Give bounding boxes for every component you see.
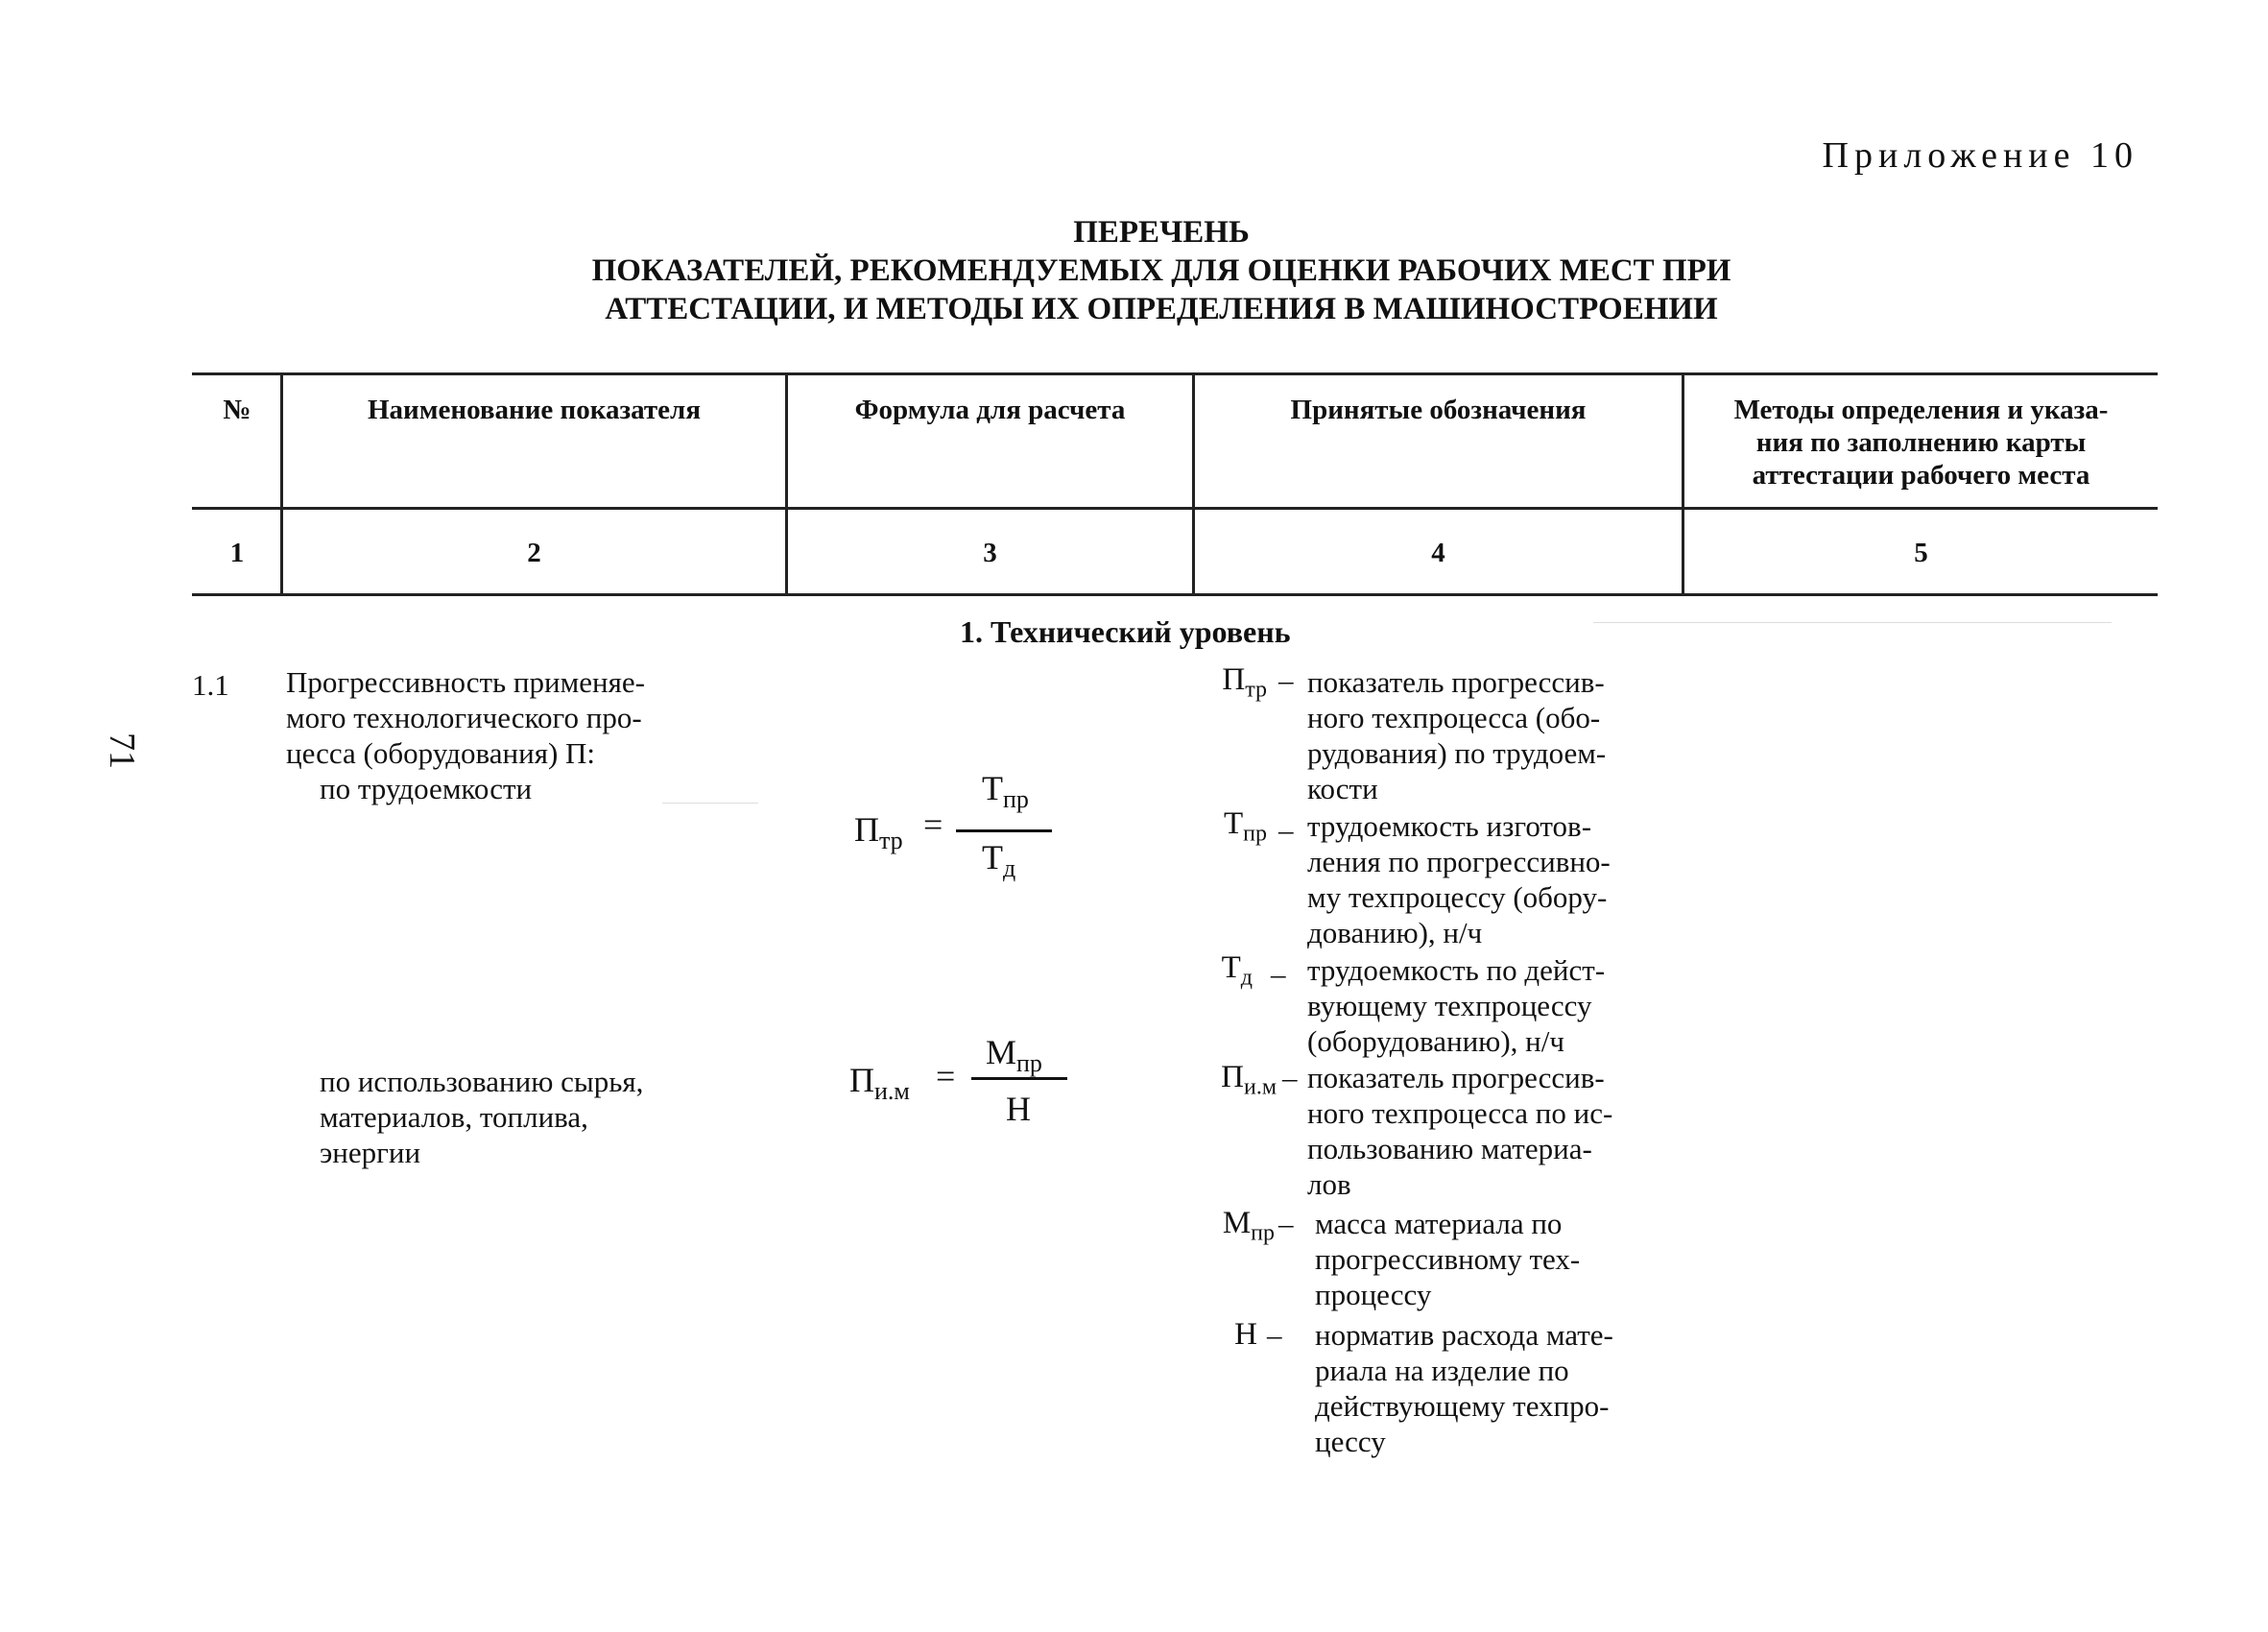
def-dash-m-pr: – [1278, 1207, 1294, 1240]
header-number: № [223, 395, 251, 425]
page-number: 71 [102, 732, 142, 769]
formula-2-denominator: Н [1006, 1090, 1031, 1128]
def-symbol-m-pr: $М_{пр}$ [1222, 1206, 1275, 1246]
table-bottom-rule [192, 593, 2158, 596]
header-formula: Формула для расчета [854, 395, 1126, 425]
formula-1-numerator: $Т_{пр}$ [982, 769, 1029, 814]
def-symbol-p-im: $П_{и.м}$ [1221, 1060, 1277, 1100]
row-indicator-name: Прогрессивность применяе- мого технологического про- цесса (оборудования) П: [286, 665, 645, 770]
appendix-label: Приложение 10 [1822, 135, 2138, 176]
header-methods: Методы определения и указа- ния по заполнению карты аттестации рабочего места [1733, 395, 2109, 491]
formula-1-fraction-bar [956, 829, 1052, 832]
table-top-rule [192, 372, 2158, 375]
def-symbol-p-tr: $П_{тр}$ [1222, 662, 1267, 703]
def-dash-t-pr: – [1278, 813, 1294, 847]
title-line-3: АТТЕСТАЦИИ, И МЕТОДЫ ИХ ОПРЕДЕЛЕНИЯ В МАШИНОСТРОЕНИИ [605, 292, 1718, 326]
formula-2-fraction-bar [971, 1077, 1067, 1080]
def-text-n: норматив расхода мате- риала на изделие по действующему техпро- цессу [1315, 1318, 1613, 1458]
col-number-1: 1 [229, 538, 245, 568]
formula-2-equals: = [936, 1057, 956, 1095]
formula-1-lhs: $П_{тр}$ [854, 810, 903, 855]
section-title: 1. Технический уровень [960, 614, 1291, 649]
formula-1-equals: = [923, 805, 943, 844]
def-text-m-pr: масса материала по прогрессивному тех- процессу [1315, 1207, 1581, 1311]
col-number-2: 2 [527, 538, 541, 568]
def-dash-n: – [1267, 1318, 1282, 1352]
row-number: 1.1 [192, 668, 229, 702]
faint-rule-2 [662, 803, 758, 804]
def-dash-p-tr: – [1278, 663, 1294, 697]
def-text-p-tr: показатель прогрессив- ного техпроцесса (обо- рудования) по трудоем- кости [1307, 665, 1607, 805]
table-header-rule [192, 507, 2158, 510]
def-symbol-t-d: $Т_д$ [1221, 950, 1253, 991]
faint-rule [1593, 622, 2112, 623]
formula-2-lhs: $П_{и.м}$ [849, 1061, 910, 1106]
title-line-1: ПЕРЕЧЕНЬ [1073, 215, 1250, 250]
title-line-2: ПОКАЗАТЕЛЕЙ, РЕКОМЕНДУЕМЫХ ДЛЯ ОЦЕНКИ РАБОЧИХ МЕСТ ПРИ [591, 253, 1731, 288]
col-number-4: 4 [1431, 538, 1445, 568]
header-indicator-name: Наименование показателя [367, 395, 702, 425]
row-sub-labor: по трудоемкости [320, 772, 533, 805]
def-dash-p-im: – [1282, 1061, 1298, 1094]
header-notations: Принятые обозначения [1290, 395, 1587, 425]
def-symbol-t-pr: $Т_{пр}$ [1223, 806, 1267, 847]
col-number-5: 5 [1914, 538, 1928, 568]
row-sub-materials: по использованию сырья, материалов, топлива, энергии [320, 1065, 644, 1169]
col-number-3: 3 [983, 538, 997, 568]
def-text-t-pr: трудоемкость изготов- ления по прогрессивно- му техпроцессу (обору- дованию), н/ч [1307, 809, 1611, 949]
def-dash-t-d: – [1271, 957, 1286, 991]
def-symbol-n: Н [1234, 1317, 1257, 1352]
formula-1-denominator: $Т_д$ [982, 838, 1016, 883]
def-text-p-im: показатель прогрессив- ного техпроцесса по ис- пользованию материа- лов [1307, 1061, 1613, 1201]
formula-2-numerator: $М_{пр}$ [986, 1033, 1042, 1078]
def-text-t-d: трудоемкость по дейст- вующему техпроцессу (оборудованию), н/ч [1307, 953, 1606, 1058]
